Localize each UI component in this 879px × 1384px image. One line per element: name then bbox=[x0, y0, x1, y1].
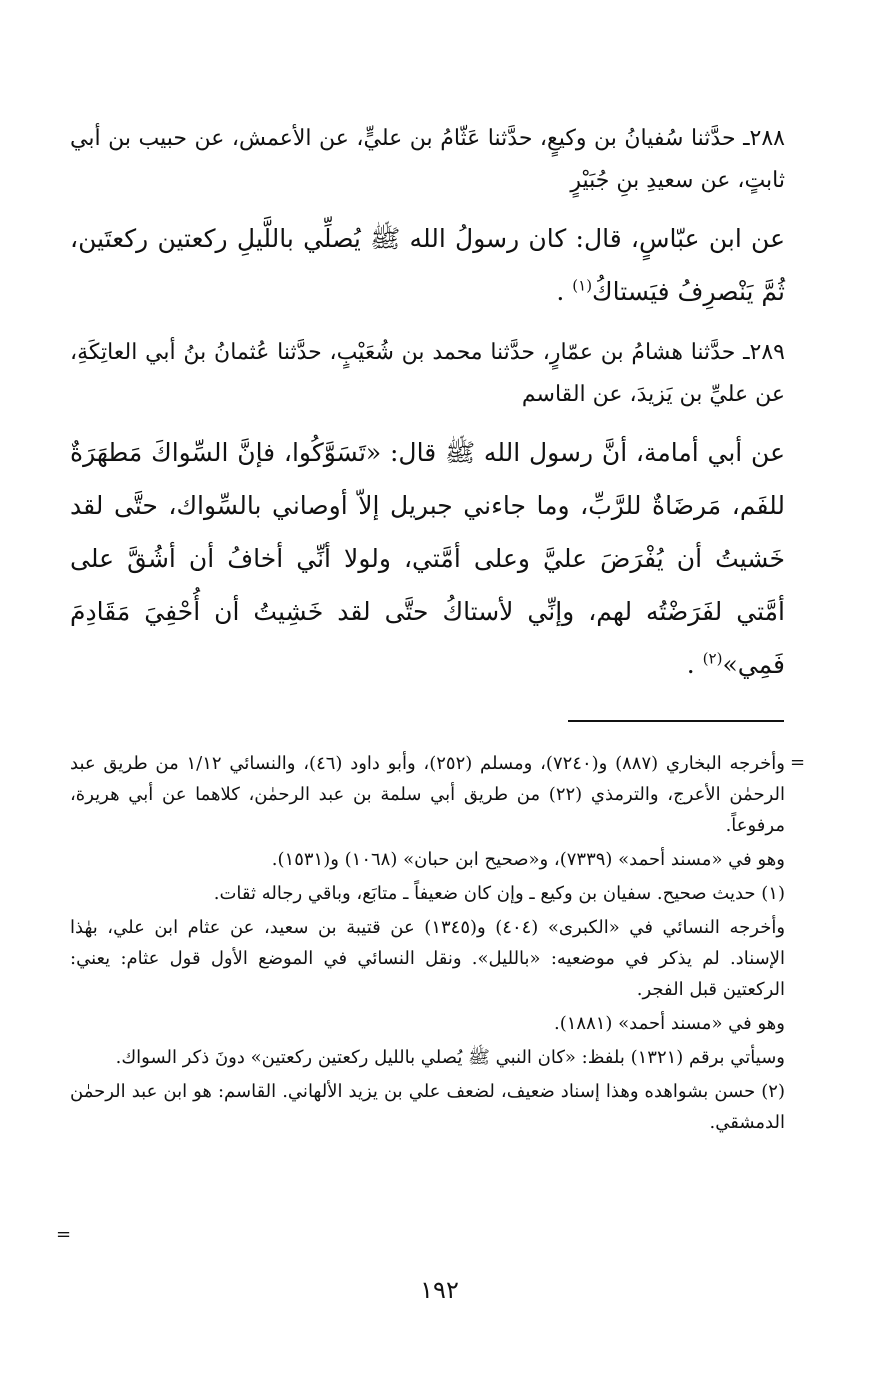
footnote-1-ref: وهو في «مسند أحمد» (١٨٨١). bbox=[553, 1013, 785, 1034]
main-text bbox=[70, 118, 785, 705]
hadith-288-chain bbox=[70, 118, 785, 202]
hadith-288-end: . bbox=[556, 277, 565, 306]
continuation-mark-end: = bbox=[56, 1224, 72, 1245]
footnote-ref-2: (٢) bbox=[702, 649, 723, 668]
hadith-289-end: . bbox=[686, 650, 695, 679]
hadith-288-chain-text: ٢٨٨ـ حدَّثنا سُفيانُ بن وكيعٍ، حدَّثنا عَثّامُ بن عليٍّ، عن الأعمش، عن حبيب بن أبي ثابتٍ، عن سعيدِ بنِ جُبَيْرٍ bbox=[70, 126, 785, 193]
footnote-2: (٢) حسن بشواهده وهذا إسناد ضعيف، لضعف علي بن يزيد الألهاني. القاسم: هو ابن عبد الرحمٰن الدمشقي. bbox=[70, 1081, 785, 1133]
footnote-ref-1: (١) bbox=[572, 276, 593, 295]
hadith-289-body: عن أبي أمامة، أنَّ رسول الله ﷺ قال: «تَسَوَّكُوا، فإنَّ السِّواكَ مَطهَرَةٌ للفَم، مَرضَاةٌ للرَّبِّ، وما جاءني جبريل إلاّ أوصاني بالسِّواك، حتَّى لقد خَشيتُ أن يُفْرَضَ عليَّ وعلى أمَّتي، ولولا أنِّي أخافُ أن أشُقَّ على أمَّتي لفَرَضْتُه لهم، وإنِّي لأستاكُ حتَّى لقد خَشِيتُ أن أُحْفِيَ مَقَادِمَ فَمِي» bbox=[70, 438, 785, 679]
footnote-1-cross-ref: وسيأتي برقم (١٣٢١) بلفظ: «كان النبي ﷺ يُصلي بالليل ركعتين ركعتين» دونَ ذكر السواك. bbox=[115, 1047, 785, 1068]
continuation-mark-start: = bbox=[790, 752, 806, 773]
footnote-1-detail: وأخرجه النسائي في «الكبرى» (٤٠٤) و(١٣٤٥) عن قتيبة بن سعيد، عن عثام ابن علي، بهٰذا الإسناد. لم يذكر في موضعيه: «بالليل». ونقل النسائي في الموضع الأول قول عثام: يعني: الركعتين قبل الفجر. bbox=[70, 917, 786, 1000]
hadith-289-text bbox=[70, 426, 785, 691]
footnote-continued: وأخرجه البخاري (٨٨٧) و(٧٢٤٠)، ومسلم (٢٥٢)، وأبو داود (٤٦)، والنسائي ١/١٢ من طريق عبد الرحمٰن الأعرج، والترمذي (٢٢) من طريق أبي سلمة بن عبد الرحمٰن، كلاهما عن أبي هريرة، مرفوعاً. bbox=[70, 753, 785, 836]
hadith-289-chain bbox=[70, 332, 785, 416]
hadith-288-body: عن ابن عبّاسٍ، قال: كان رسولُ الله ﷺ يُصلِّي باللَّيلِ ركعتين ركعتَين، ثُمَّ يَنْصرِفُ فيَستاكُ bbox=[70, 224, 785, 306]
hadith-289-chain-text: ٢٨٩ـ حدَّثنا هشامُ بن عمّارٍ، حدَّثنا محمد بن شُعَيْبٍ، حدَّثنا عُثمانُ بنُ أبي العاتِكَةِ، عن عليِّ بن يَزيدَ، عن القاسم bbox=[70, 340, 785, 407]
footnote-separator bbox=[568, 720, 784, 722]
footnote-1: (١) حديث صحيح. سفيان بن وكيع ـ وإن كان ضعيفاً ـ متابَع، وباقي رجاله ثقات. bbox=[213, 883, 785, 904]
footnotes bbox=[70, 748, 785, 1141]
hadith-288-text bbox=[70, 212, 785, 318]
page-number: ١٩٢ bbox=[420, 1276, 459, 1304]
footnote-line: وهو في «مسند أحمد» (٧٣٣٩)، و«صحيح ابن حبان» (١٠٦٨) و(١٥٣١). bbox=[271, 849, 785, 870]
